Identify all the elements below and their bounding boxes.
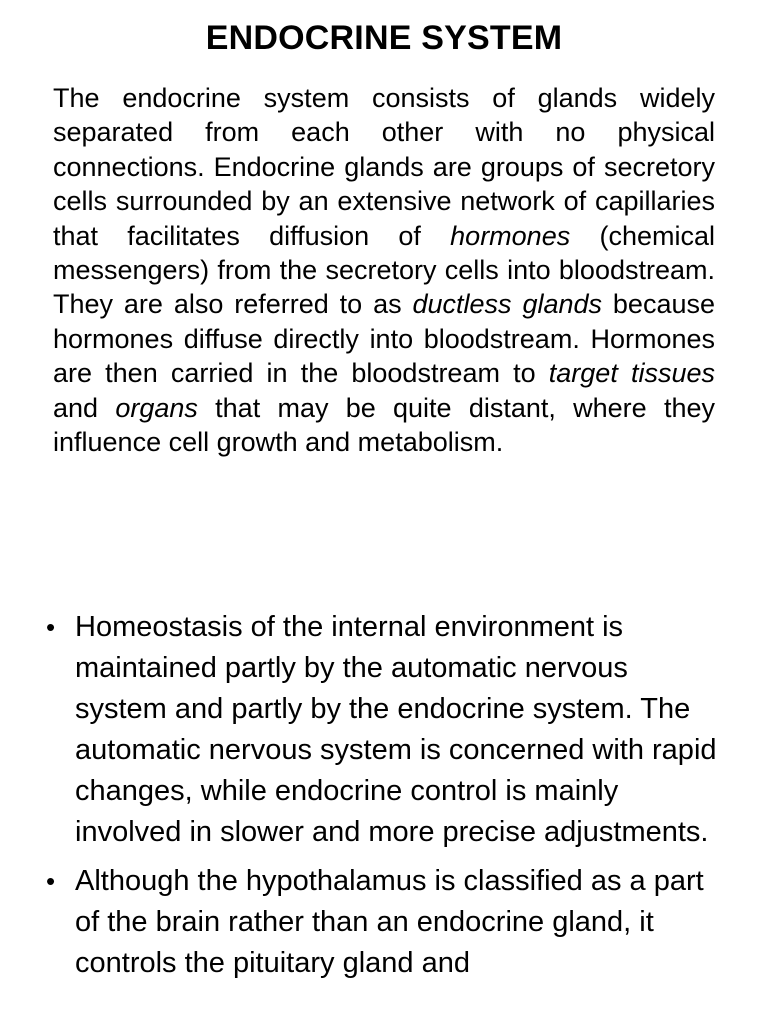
bullet-list [46, 607, 726, 992]
intro-text: (chemical messengers) from the secretory cells into bloodstream. They are also referred to as [53, 220, 716, 320]
page-title: ENDOCRINE SYSTEM [205, 19, 563, 57]
intro-text: because hormones diffuse directly into bloodstream. Hormones are then carried in the bloodstream to [53, 289, 715, 389]
bullet-text: Homeostasis of the internal environment is maintained partly by the automatic nervous system and partly by the endocrine system. The automatic nervous system is concerned with rapid changes, while endocrine control is mainly involved in slower and more precise adjustments. [75, 611, 717, 848]
intro-paragraph [53, 81, 715, 459]
bullet-icon: • [46, 866, 56, 896]
bullet-icon: • [46, 612, 56, 642]
emphasis-organs: organs [115, 392, 198, 423]
emphasis-ductless-glands: ductless glands [412, 289, 603, 320]
list-item [46, 861, 726, 984]
intro-text: The endocrine system consists of glands widely separated from each other with no physical connections. Endocrine glands are groups of secretory cells surrounded by an extensive network of capillaries that facilitates diffusion of [53, 83, 715, 251]
list-item [46, 607, 726, 853]
emphasis-hormones: hormones [450, 220, 571, 251]
intro-text: and [53, 392, 116, 423]
bullet-text: Although the hypothalamus is classified as a part of the brain rather than an endocrine gland, it controls the pituitary gland and [75, 865, 704, 979]
emphasis-target-tissues: target tissues [548, 358, 716, 389]
intro-text: that may be quite distant, where they influence cell growth and metabolism. [53, 392, 715, 458]
